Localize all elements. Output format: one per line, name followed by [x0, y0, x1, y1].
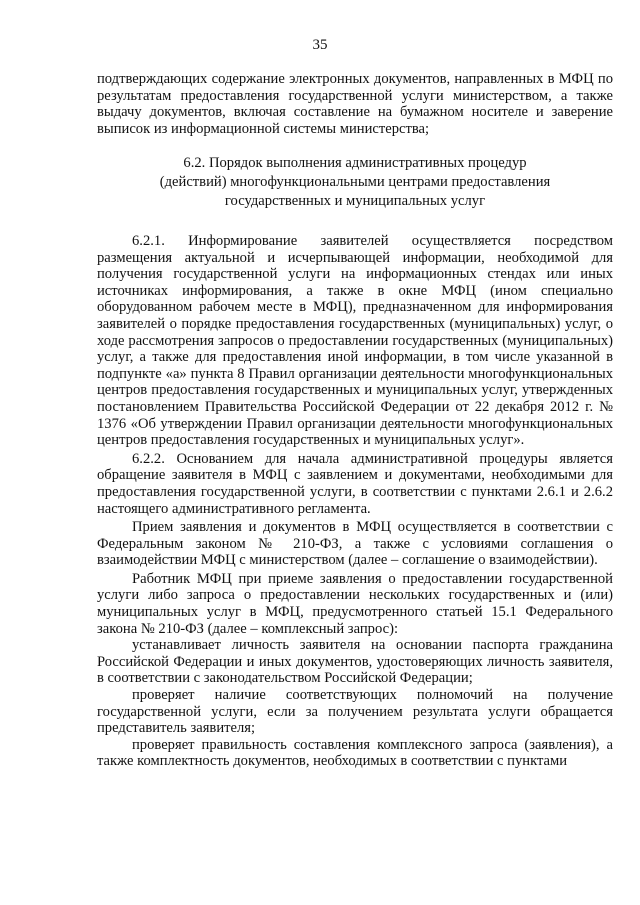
paragraph-correctness: проверяет правильность составления комплексного запроса (заявления), а также комплектность документов, необходимых в соответствии с пунктами	[97, 736, 613, 770]
page-number: 35	[312, 37, 328, 53]
paragraph-identity: устанавливает личность заявителя на основании паспорта гражданина Российской Федерации и иных документов, удостоверяющих личность заявителя, в соответствии с законодательством Российской Федерации;	[97, 637, 613, 687]
paragraph-worker: Работник МФЦ при приеме заявления о предоставлении государственной услуги либо запроса о предоставлении нескольких государственных и (или) муниципальных услуг в МФЦ, предусмотренного статьей 15.1 Федерального закона № 210-ФЗ (далее – комплексный запрос):	[97, 570, 613, 637]
intro-paragraph: подтверждающих содержание электронных документов, направленных в МФЦ по результатам предоставления государственной услуги министерством, а также выдачу документов, включая составление на бумажном носителе и заверение выписок из информационной системы министерства;	[97, 71, 613, 137]
paragraph-authority: проверяет наличие соответствующих полномочий на получение государственной услуги, если за получением результата услуги обращается представитель заявителя;	[97, 687, 613, 737]
section-heading-line: 6.2. Порядок выполнения административных процедур	[183, 155, 527, 171]
paragraph-reception: Прием заявления и документов в МФЦ осуществляется в соответствии с Федеральным законом № 210-ФЗ, а также с условиями соглашения о взаимодействии МФЦ с министерством (далее – соглашение о взаимодействии).	[97, 519, 613, 569]
main-text	[97, 233, 613, 770]
section-heading	[97, 154, 613, 210]
intro-block	[97, 71, 613, 137]
section-heading-line: (действий) многофункциональными центрами предоставления	[159, 173, 551, 190]
section-heading-line: государственных и муниципальных услуг	[224, 192, 486, 209]
paragraph-6-2-2: 6.2.2. Основанием для начала административной процедуры является обращение заявителя в МФЦ с заявлением и документами, необходимыми для предоставления государственной услуги, в соответствии с пунктами 2.6.1 и 2.6.2 настоящего административного регламента.	[97, 450, 613, 517]
paragraph-6-2-1: 6.2.1. Информирование заявителей осуществляется посредством размещения актуальной и исчерпывающей информации, необходимой для получения государственной услуги на информационных стендах или иных источниках информирования, а также в окне МФЦ (ином специально оборудованном рабочем месте в МФЦ), предназначенном для информирования заявителей о порядке предоставления государственных (муниципальных) услуг, о ходе рассмотрения запросов о предоставлении государственных (муниципальных) услуг, а также для предоставления иной информации, в том числе указанной в подпункте «а» пункта 8 Правил организации деятельности многофункциональных центров предоставления государственных и муниципальных услуг, утвержденных постановлением Правительства Российской Федерации от 22 декабря 2012 г. № 1376 «Об утверждении Правил организации деятельности многофункциональных центров предоставления государственных и муниципальных услуг».	[97, 233, 613, 449]
